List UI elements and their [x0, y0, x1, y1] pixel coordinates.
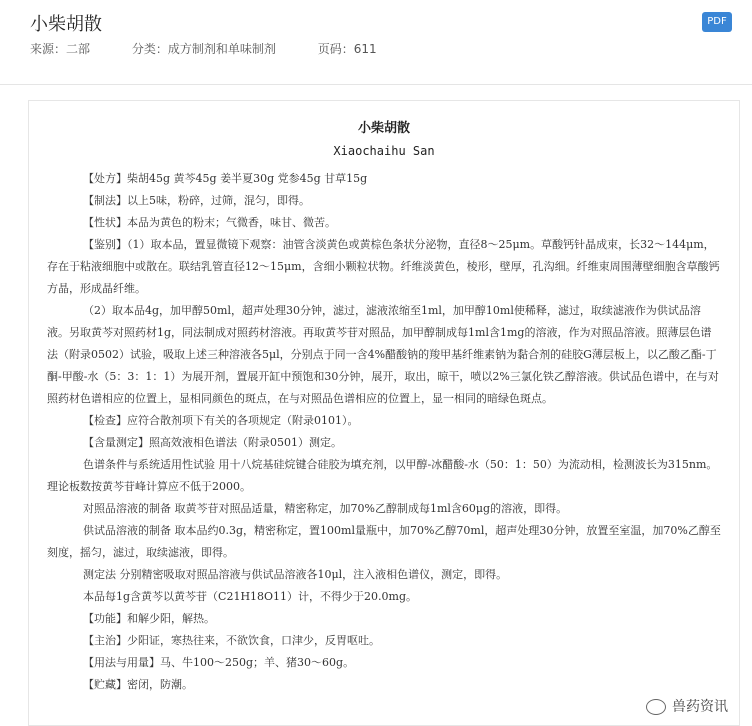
page-header	[0, 0, 752, 85]
paragraph: 测定法 分别精密吸取对照品溶液与供试品溶液各10μl，注入液相色谱仪，测定，即得。	[83, 568, 508, 581]
source-label: 来源：二部	[30, 42, 91, 56]
paragraph: 【性状】本品为黄色的粉末；气微香，味甘、微苦。	[83, 216, 336, 229]
paragraph: 【贮藏】密闭，防潮。	[83, 678, 193, 691]
paragraph: 【鉴别】（1）取本品，置显微镜下观察：油管含淡黄色或黄棕色条状分泌物，直径8～25μm。草酸钙针晶成束，长32～144μm，存在于粘液细胞中或散在。联结乳管直径12～15μm，含细小颗粒状物。纤维淡黄色，棱形，壁厚，孔沟细。纤维束周围薄壁细胞含草酸钙方晶，形成晶纤维。	[47, 238, 720, 295]
category-label: 分类：成方制剂和单味制剂	[131, 42, 276, 56]
watermark-text: 兽药资讯	[672, 699, 728, 715]
paragraph: 【含量测定】照高效液相色谱法（附录0501）测定。	[83, 436, 342, 449]
document-title: 小柴胡散	[357, 121, 410, 136]
paragraph: 色谱条件与系统适用性试验 用十八烷基硅烷键合硅胶为填充剂，以甲醇-冰醋酸-水（50：1：50）为流动相，检测波长为315nm。理论板数按黄芩苷峰计算应不低于2000。	[47, 458, 718, 493]
wechat-icon	[646, 699, 666, 715]
document-body	[28, 100, 740, 726]
paragraph: 【主治】少阳证，寒热往来，不欲饮食，口津少，反胃呕吐。	[83, 634, 380, 647]
paragraph: 【用法与用量】马、牛100～250g；羊、猪30～60g。	[83, 656, 355, 669]
paragraph: 【功能】和解少阳，解热。	[83, 612, 215, 625]
page-number: 页码：611	[317, 42, 377, 56]
paragraph: 【制法】以上5味，粉碎，过筛，混匀，即得。	[83, 194, 310, 207]
document-subtitle: Xiaochaihu San	[333, 144, 435, 158]
paragraph: 【检查】应符合散剂项下有关的各项规定（附录0101）。	[83, 414, 359, 427]
pdf-button[interactable]: PDF	[702, 12, 732, 32]
paragraph: （2）取本品4g，加甲醇50ml，超声处理30分钟，滤过，滤液浓缩至1ml，加甲醇10ml使稀释，滤过，取续滤液作为供试品溶液。另取黄芩对照药材1g，同法制成对照药材溶液。再取黄芩苷对照品，加甲醇制成每1ml含1mg的溶液，作为对照品溶液。照薄层色谱法（附录0502）试验，吸取上述三种溶液各5μl，分别点于同一含4%醋酸钠的羧甲基纤维素钠为黏合剂的硅胶G薄层板上，以乙酸乙酯-丁酮-甲酸-水（5：3：1：1）为展开剂，置展开缸中预饱和30分钟，展开，取出，晾干，喷以2%三氯化铁乙醇溶液。供试品色谱中，在与对照药材色谱相应的位置上，显相同颜色的斑点，在与对照品色谱相应的位置上，显一相同的暗绿色斑点。	[47, 304, 719, 405]
paragraph: 供试品溶液的制备 取本品约0.3g，精密称定，置100ml量瓶中，加70%乙醇70ml，超声处理30分钟，放置至室温，加70%乙醇至刻度，摇匀，滤过，取续滤液，即得。	[47, 524, 721, 559]
paragraph: 对照品溶液的制备 取黄芩苷对照品适量，精密称定，加70%乙醇制成每1ml含60μg的溶液，即得。	[83, 502, 568, 515]
page-title: 小柴胡散	[30, 14, 102, 35]
watermark	[646, 696, 728, 716]
meta-row	[30, 40, 415, 57]
paragraph: 【处方】柴胡45g 黄芩45g 姜半夏30g 党参45g 甘草15g	[83, 172, 368, 185]
paragraph: 本品每1g含黄芩以黄芩苷（C21H18O11）计，不得少于20.0mg。	[83, 590, 418, 603]
